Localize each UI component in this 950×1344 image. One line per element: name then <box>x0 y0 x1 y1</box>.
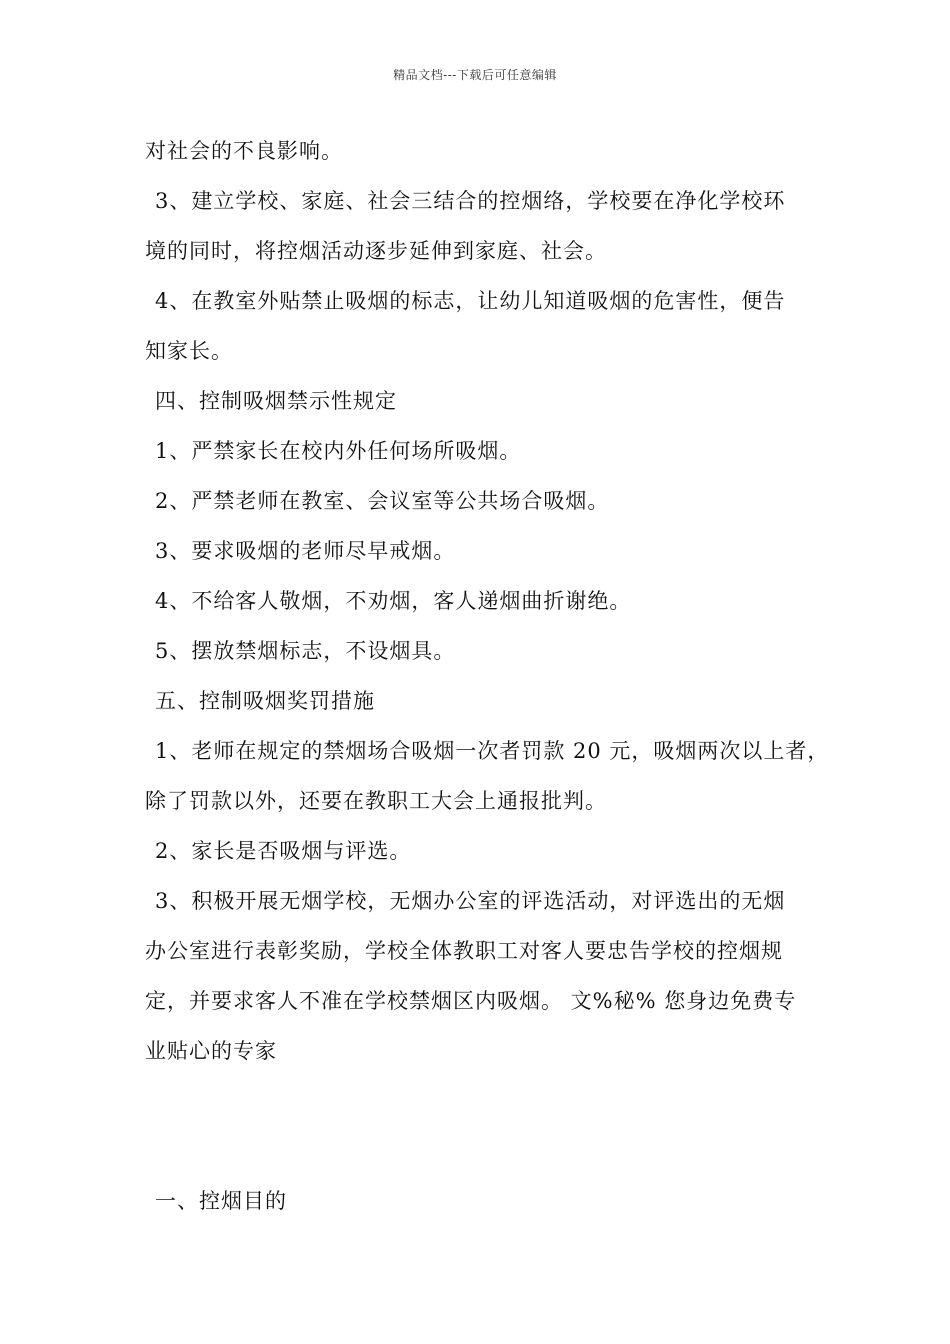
page-header: 精品文档---下载后可任意编辑 <box>393 68 557 82</box>
body-line: 境的同时，将控烟活动逐步延伸到家庭、社会。 <box>145 239 607 263</box>
body-line: 1、老师在规定的禁烟场合吸烟一次者罚款 20 元，吸烟两次以上者， <box>155 739 830 763</box>
body-line: 知家长。 <box>145 339 233 363</box>
section-heading: 五、控制吸烟奖罚措施 <box>155 689 375 713</box>
body-line: 4、在教室外贴禁止吸烟的标志，让幼儿知道吸烟的危害性，便告 <box>155 289 786 313</box>
body-line: 定，并要求客人不准在学校禁烟区内吸烟。 文%秘% 您身边免费专 <box>145 989 797 1013</box>
section-heading: 四、控制吸烟禁示性规定 <box>155 389 397 413</box>
body-line: 5、摆放禁烟标志，不设烟具。 <box>155 639 456 663</box>
body-line: 2、家长是否吸烟与评选。 <box>155 839 412 863</box>
body-line: 2、严禁老师在教室、会议室等公共场合吸烟。 <box>155 489 610 513</box>
body-line: 3、建立学校、家庭、社会三结合的控烟络，学校要在净化学校环 <box>155 189 786 213</box>
body-line: 办公室进行表彰奖励，学校全体教职工对客人要忠告学校的控烟规 <box>145 939 783 963</box>
body-line: 除了罚款以外，还要在教职工大会上通报批判。 <box>145 789 607 813</box>
body-line: 3、要求吸烟的老师尽早戒烟。 <box>155 539 456 563</box>
body-line: 3、积极开展无烟学校，无烟办公室的评选活动，对评选出的无烟 <box>155 889 786 913</box>
body-line: 业贴心的专家 <box>145 1039 277 1063</box>
section-heading: 一、控烟目的 <box>155 1189 287 1213</box>
body-line: 1、严禁家长在校内外任何场所吸烟。 <box>155 439 522 463</box>
body-line: 4、不给客人敬烟，不劝烟，客人递烟曲折谢绝。 <box>155 589 632 613</box>
body-line: 对社会的不良影响。 <box>145 139 343 163</box>
